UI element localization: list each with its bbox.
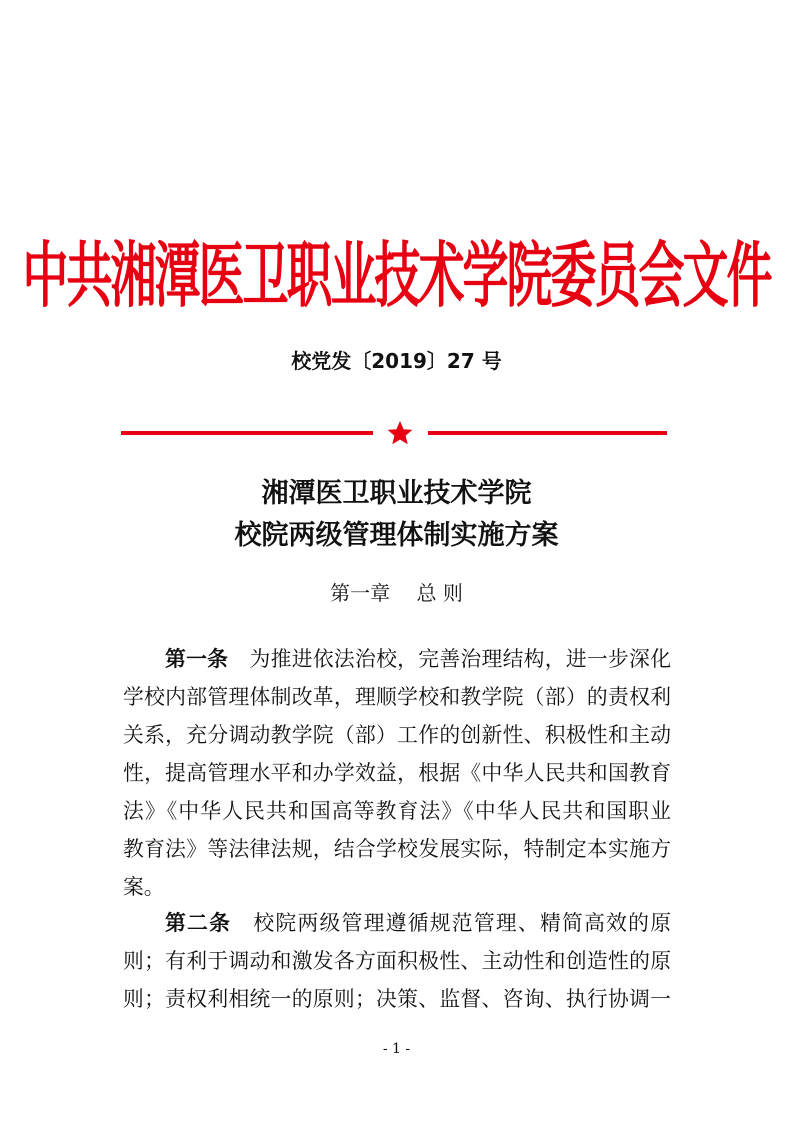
article-label: 第一条 bbox=[165, 647, 229, 671]
article-line: 第二条 校院两级管理遵循规范管理、精简高效的原 bbox=[165, 911, 671, 935]
article-1 bbox=[123, 640, 671, 906]
article-line: 学校内部管理体制改革，理顺学校和教学院（部）的责权利 bbox=[123, 685, 671, 709]
article-line: 教育法》等法律法规，结合学校发展实际，特制定本实施方 bbox=[123, 837, 671, 861]
document-title-line-1: 湘潭医卫职业技术学院 bbox=[261, 478, 532, 509]
article-line: 则；责权利相统一的原则；决策、监督、咨询、执行协调一 bbox=[123, 987, 671, 1011]
article-2 bbox=[123, 904, 671, 1018]
article-line: 则；有利于调动和激发各方面积极性、主动性和创造性的原 bbox=[123, 949, 671, 973]
star-icon bbox=[385, 418, 415, 448]
article-line: 案。 bbox=[123, 875, 165, 899]
document-number: 校党发〔2019〕27 号 bbox=[291, 349, 502, 373]
page-number: - 1 - bbox=[382, 1041, 411, 1057]
red-divider-right bbox=[428, 431, 667, 435]
article-label: 第二条 bbox=[165, 911, 232, 935]
article-line: 关系，充分调动教学院（部）工作的创新性、积极性和主动 bbox=[123, 723, 671, 747]
article-line: 第一条 为推进依法治校，完善治理结构，进一步深化 bbox=[165, 647, 671, 671]
article-line: 性，提高管理水平和办学效益，根据《中华人民共和国教育 bbox=[123, 761, 671, 785]
document-title-line-2: 校院两级管理体制实施方案 bbox=[234, 520, 559, 551]
red-divider-left bbox=[121, 431, 373, 435]
article-line: 法》《中华人民共和国高等教育法》《中华人民共和国职业 bbox=[123, 799, 671, 823]
chapter-heading: 第一章 总 则 bbox=[330, 581, 463, 605]
document-header-title: 中共湘潭医卫职业技术学院委员会文件 bbox=[22, 233, 771, 318]
